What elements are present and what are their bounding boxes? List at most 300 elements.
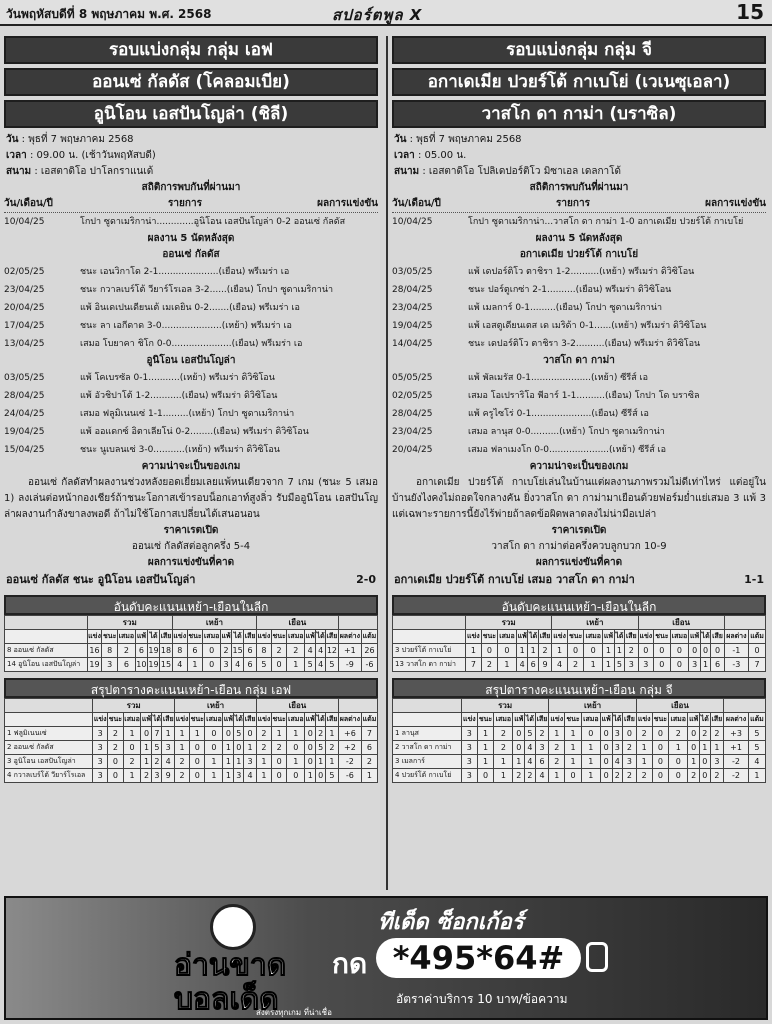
info-label: วัน bbox=[6, 134, 19, 145]
form-row bbox=[392, 405, 766, 423]
stat-cell: 2 bbox=[567, 658, 583, 672]
stat-cell: 0 bbox=[654, 658, 670, 672]
ad-tagline: ส่งตรงทุกเกม ที่น่าเชื่อ bbox=[256, 1008, 332, 1017]
stat-cell: 1 bbox=[636, 755, 652, 769]
match-result: เสมอ ลานุส 0-0..........(เหย้า) โกปา ซูดาเมริกาน่า bbox=[468, 427, 665, 437]
form-row bbox=[4, 335, 378, 353]
match-result: ชนะ ลา เอกีดาด 3-0.....................(เหย้า) พรีเมร่า เอ bbox=[80, 321, 292, 331]
stat-cell: 3 bbox=[234, 769, 244, 783]
table-col-header: เสมอ bbox=[205, 713, 223, 727]
stat-cell: 2 bbox=[623, 741, 637, 755]
table-group-blank bbox=[338, 699, 377, 713]
table-corner-2 bbox=[5, 713, 93, 727]
stat-cell: 0 bbox=[700, 769, 711, 783]
form-row bbox=[392, 281, 766, 299]
analysis-title: ความน่าจะเป็นของเกม bbox=[141, 461, 241, 472]
table-col-header: ได้ bbox=[234, 713, 244, 727]
form-team-name: ออนเซ่ กัลดัส bbox=[162, 249, 220, 260]
stat-cell: 4 bbox=[305, 644, 316, 658]
stat-cell: 1 bbox=[494, 755, 513, 769]
table-corner bbox=[5, 699, 93, 713]
stat-cell: 2 bbox=[141, 769, 152, 783]
stat-cell: 2 bbox=[700, 727, 711, 741]
info-label: สนาม bbox=[6, 166, 32, 177]
stat-cell: 1 bbox=[141, 755, 152, 769]
table-col-header: เสมอ bbox=[670, 630, 689, 644]
stat-cell: -2 bbox=[724, 755, 749, 769]
stat-cell: 0 bbox=[652, 769, 669, 783]
stat-cell: 2 bbox=[494, 727, 513, 741]
stat-cell: 0 bbox=[513, 727, 525, 741]
stat-cell: 2 bbox=[175, 769, 190, 783]
stat-cell: 0 bbox=[108, 755, 124, 769]
table-col-header: ได้ bbox=[525, 713, 536, 727]
match-info-date: วัน : พุธที่ 7 พฤษภาคม 2568 bbox=[394, 134, 522, 145]
match-info-time: เวลา : 05.00 น. bbox=[394, 150, 467, 161]
table-col-header: แพ้ bbox=[516, 630, 528, 644]
match-result: แพ้ เอสตูเดียนเตส เด เมริด้า 0-1......(เหย้า) พรีเมร่า ดิวิซิโอน bbox=[468, 321, 707, 331]
stat-cell: 0 bbox=[700, 644, 710, 658]
stat-cell: 5 bbox=[326, 769, 339, 783]
stat-cell: 0 bbox=[108, 769, 124, 783]
table-col-header: เสมอ bbox=[584, 630, 603, 644]
stat-cell: 1 bbox=[614, 644, 624, 658]
stat-cell: 0 bbox=[581, 727, 600, 741]
stat-cell: -3 bbox=[724, 658, 748, 672]
table-row bbox=[5, 755, 378, 769]
form-row bbox=[4, 281, 378, 299]
stat-cell: 0 bbox=[316, 769, 326, 783]
table-group-blank bbox=[724, 616, 765, 630]
team-name: 2 ออนเซ่ กัลดัส bbox=[5, 741, 93, 755]
table-group-header: เยือน bbox=[256, 699, 338, 713]
stat-cell: 0 bbox=[670, 644, 689, 658]
table-col-header: ได้ bbox=[316, 713, 326, 727]
stat-cell: -6 bbox=[361, 658, 377, 672]
stat-cell: 1 bbox=[549, 727, 565, 741]
form-row bbox=[4, 263, 378, 281]
stat-cell: 3 bbox=[461, 741, 477, 755]
stat-cell: 2 bbox=[221, 644, 232, 658]
table-row bbox=[393, 741, 766, 755]
match-result: ชนะ เดปอร์ติโว ตาชิรา 3-2..........(เยือน) พรีเมร่า ดิวิซิโอน bbox=[468, 339, 701, 349]
stat-cell: 4 bbox=[316, 658, 326, 672]
team-name: 8 ออนเซ่ กัลดัส bbox=[5, 644, 88, 658]
stat-cell: 1 bbox=[748, 769, 765, 783]
team-name: 4 ปวยร์โต้ กาเบโย่ bbox=[393, 769, 462, 783]
table-col-header: ผลต่าง bbox=[724, 713, 749, 727]
stat-cell: +3 bbox=[724, 727, 749, 741]
match-date: 03/05/25 bbox=[392, 267, 433, 277]
table-col-header: ชนะ bbox=[654, 630, 670, 644]
table-row bbox=[393, 644, 766, 658]
stat-cell: 0 bbox=[189, 755, 205, 769]
stat-cell: -2 bbox=[338, 755, 361, 769]
stat-cell: 2 bbox=[549, 741, 565, 755]
match-date: 17/04/25 bbox=[4, 321, 45, 331]
stat-cell: 0 bbox=[271, 755, 287, 769]
stat-cell: 3 bbox=[102, 658, 118, 672]
stat-cell: 4 bbox=[172, 658, 187, 672]
match-result: ชนะ นูเบลนเซ่ 3-0...........(เหย้า) พรีเมร่า ดิวิซิโอน bbox=[80, 445, 280, 455]
stat-cell: 1 bbox=[477, 727, 494, 741]
match-info-date: วัน : พุธที่ 7 พฤษภาคม 2568 bbox=[6, 134, 134, 145]
stat-cell: 1 bbox=[552, 644, 568, 658]
stat-cell: 2 bbox=[688, 769, 700, 783]
table-col-header: แข่ง bbox=[87, 630, 102, 644]
issue-date: วันพฤหัสบดีที่ 8 พฤษภาคม พ.ศ. 2568 bbox=[6, 7, 212, 21]
stat-cell: 3 bbox=[710, 755, 724, 769]
table-col-header: แข่ง bbox=[549, 713, 565, 727]
stat-cell: 0 bbox=[749, 644, 766, 658]
table-col-header: แข่ง bbox=[256, 713, 271, 727]
table-col-header: แพ้ bbox=[141, 713, 152, 727]
table-col-header: ได้ bbox=[152, 713, 162, 727]
match-result: เสมอ ฟลาเมงโก 0-0.....................(เหย้า) ซีรีส์ เอ bbox=[468, 445, 667, 455]
team-name: 2 วาสโก ดา กาม่า bbox=[393, 741, 462, 755]
table-corner-2 bbox=[5, 630, 88, 644]
group-table-title: สรุปตารางคะแนนเหย้า-เยือน กลุ่ม เอฟ bbox=[4, 678, 378, 698]
table-col-header: เสมอ bbox=[203, 630, 221, 644]
odds-text: ออนเซ่ กัลดัสต่อลูกครึ่ง 5-4 bbox=[131, 541, 251, 552]
stat-cell: 5 bbox=[525, 727, 536, 741]
match-result: แพ้ ครูไซโร่ 0-1.....................(เยือน) ซีรีส์ เอ bbox=[468, 409, 649, 419]
info-value: เอสตาดิโอ โปลิเดปอร์ติโว มิซาเอล เดลกาโด้ bbox=[428, 166, 622, 177]
h2h-header bbox=[392, 196, 766, 213]
form-row bbox=[392, 423, 766, 441]
stat-cell: 0 bbox=[652, 755, 669, 769]
stat-cell: 1 bbox=[316, 755, 326, 769]
table-col-header: เสมอ bbox=[117, 630, 135, 644]
table-col-header: เสีย bbox=[160, 630, 173, 644]
stat-cell: 7 bbox=[749, 658, 766, 672]
stat-cell: 1 bbox=[603, 644, 615, 658]
stat-cell: 1 bbox=[223, 769, 234, 783]
info-label: สนาม bbox=[394, 166, 420, 177]
stat-cell: 2 bbox=[152, 755, 162, 769]
h2h-col-header: ผลการแข่งขัน bbox=[317, 198, 378, 209]
h2h-col-header: รายการ bbox=[556, 198, 590, 209]
stat-cell: 2 bbox=[625, 644, 638, 658]
match-date: 03/05/25 bbox=[4, 373, 45, 383]
stat-cell: 2 bbox=[623, 769, 637, 783]
stat-cell: 0 bbox=[600, 741, 612, 755]
table-col-header: ชนะ bbox=[189, 713, 205, 727]
table-col-header: เสีย bbox=[623, 713, 637, 727]
match-result: ชนะ ปอร์ตูเกซ่า 2-1..........(เยือน) พรีเมร่า ดิวิซิโอน bbox=[468, 285, 672, 295]
stat-cell: 0 bbox=[287, 769, 305, 783]
table-col-header: ชนะ bbox=[565, 713, 582, 727]
stat-cell: 0 bbox=[189, 741, 205, 755]
match-result: ชนะ เอนวิกาโด 2-1.....................(เยือน) พรีเมร่า เอ bbox=[80, 267, 290, 277]
team-name: 1 ลานุส bbox=[393, 727, 462, 741]
info-value: พุธที่ 7 พฤษภาคม 2568 bbox=[416, 134, 522, 145]
table-row bbox=[5, 741, 378, 755]
form-row bbox=[4, 317, 378, 335]
stat-cell: 1 bbox=[234, 755, 244, 769]
table-col-header: แพ้ bbox=[305, 630, 316, 644]
stat-cell: 26 bbox=[361, 644, 377, 658]
stat-cell: 1 bbox=[669, 741, 688, 755]
stat-cell: 4 bbox=[516, 658, 528, 672]
stat-cell: 5 bbox=[234, 727, 244, 741]
stat-cell: 9 bbox=[538, 658, 551, 672]
stat-cell: 1 bbox=[581, 769, 600, 783]
stat-cell: 0 bbox=[287, 741, 305, 755]
stat-cell: 3 bbox=[638, 658, 654, 672]
stat-cell: 1 bbox=[565, 755, 582, 769]
stat-cell: 1 bbox=[700, 741, 711, 755]
match-result: แพ้ อินเดเปนเดียนเต้ เมเดยิน 0-2.......(เยือน) พรีเมร่า เอ bbox=[80, 303, 300, 313]
stat-cell: 19 bbox=[147, 658, 159, 672]
stat-cell: 1 bbox=[603, 658, 615, 672]
stat-cell: 4 bbox=[244, 769, 257, 783]
match-date: 13/04/25 bbox=[4, 339, 45, 349]
match-result: เสมอ โอเปราริโอ พีอาร์ 1-1..........(เยือน) โกปา โด บราซิล bbox=[468, 391, 700, 401]
page-number: 15 bbox=[736, 0, 764, 24]
match-date: 20/04/25 bbox=[4, 303, 45, 313]
match-result: โกปา ซูดาเมริกาน่า.............อูนิโอน เอสปันโญล่า 0-2 ออนเซ่ กัลดัส bbox=[80, 217, 346, 227]
table-col-header: แพ้ bbox=[223, 713, 234, 727]
stat-cell: 0 bbox=[305, 755, 316, 769]
table-col-header: แพ้ bbox=[305, 713, 316, 727]
page-header bbox=[0, 0, 772, 26]
form-row bbox=[392, 387, 766, 405]
table-col-header: เสมอ bbox=[498, 630, 517, 644]
table-group-header: รวม bbox=[466, 616, 552, 630]
prediction bbox=[4, 571, 378, 589]
prediction bbox=[392, 571, 766, 589]
stat-cell: 1 bbox=[287, 658, 305, 672]
stat-cell: 6 bbox=[535, 755, 549, 769]
stat-cell: 1 bbox=[205, 769, 223, 783]
stat-cell: 12 bbox=[326, 644, 339, 658]
ad-dial-code[interactable]: *495*64# bbox=[376, 938, 581, 978]
stat-cell: 1 bbox=[581, 741, 600, 755]
stat-cell: 0 bbox=[305, 741, 316, 755]
match-date: 02/05/25 bbox=[392, 391, 433, 401]
stat-cell: 1 bbox=[162, 727, 175, 741]
stat-cell: +2 bbox=[338, 741, 361, 755]
stat-cell: 1 bbox=[271, 727, 287, 741]
stat-cell: 3 bbox=[535, 741, 549, 755]
stat-cell: 1 bbox=[513, 755, 525, 769]
stat-cell: 3 bbox=[612, 741, 623, 755]
stat-cell: 1 bbox=[700, 658, 710, 672]
stat-cell: 3 bbox=[244, 755, 257, 769]
form-title: ผลงาน 5 นัดหลังสุด bbox=[147, 233, 235, 244]
table-group-blank bbox=[338, 616, 377, 630]
form-row bbox=[392, 369, 766, 387]
h2h-header bbox=[4, 196, 378, 213]
stat-cell: 2 bbox=[612, 769, 623, 783]
stat-cell: 2 bbox=[123, 755, 141, 769]
stat-cell: 1 bbox=[516, 644, 528, 658]
stat-cell: 4 bbox=[748, 755, 765, 769]
table-col-header: ผลต่าง bbox=[724, 630, 748, 644]
table-col-header: แต้ม bbox=[749, 630, 766, 644]
stat-cell: 2 bbox=[117, 644, 135, 658]
stat-cell: 0 bbox=[584, 644, 603, 658]
h2h-col-header: ผลการแข่งขัน bbox=[705, 198, 766, 209]
match-result: แพ้ อัวชิปาโต้ 1-2...........(เยือน) พรีเมร่า ดิวิซิโอน bbox=[80, 391, 278, 401]
stat-cell: 0 bbox=[600, 755, 612, 769]
stat-cell: -6 bbox=[338, 769, 361, 783]
stat-cell: 2 bbox=[108, 741, 124, 755]
form-row bbox=[392, 441, 766, 459]
stat-cell: 2 bbox=[636, 727, 652, 741]
home-team-title: อกาเดเมีย ปวยร์โต้ กาเบโย่ (เวเนซุเอลา) bbox=[392, 68, 766, 96]
stat-cell: 0 bbox=[189, 769, 205, 783]
table-group-header: เยือน bbox=[638, 616, 724, 630]
table-corner bbox=[5, 616, 88, 630]
table-col-header: แข่ง bbox=[552, 630, 568, 644]
match-date: 23/04/25 bbox=[392, 303, 433, 313]
table-col-header: ได้ bbox=[612, 713, 623, 727]
stat-cell: 3 bbox=[93, 769, 108, 783]
table-col-header: แต้ม bbox=[361, 630, 377, 644]
stat-cell: 3 bbox=[93, 727, 108, 741]
table-col-header: ได้ bbox=[700, 713, 711, 727]
form-row bbox=[392, 317, 766, 335]
table-row bbox=[393, 727, 766, 741]
stat-cell: 2 bbox=[271, 644, 287, 658]
table-col-header: แพ้ bbox=[688, 713, 700, 727]
stat-cell: 2 bbox=[287, 644, 305, 658]
table-col-header: ได้ bbox=[528, 630, 538, 644]
stat-cell: 1 bbox=[581, 755, 600, 769]
stat-cell: 3 bbox=[221, 658, 232, 672]
stat-cell: +1 bbox=[724, 741, 749, 755]
stat-cell: 0 bbox=[123, 741, 141, 755]
stat-cell: 1 bbox=[256, 769, 271, 783]
info-value: เอสตาดิโอ ปาโลกราแนเด้ bbox=[40, 166, 154, 177]
match-date: 23/04/25 bbox=[4, 285, 45, 295]
stat-cell: 2 bbox=[710, 727, 724, 741]
stat-cell: 4 bbox=[525, 755, 536, 769]
stat-cell: 1 bbox=[256, 755, 271, 769]
form-row bbox=[392, 299, 766, 317]
team-name: 3 อูนิโอน เอสปันโญล่า bbox=[5, 755, 93, 769]
table-group-header: เหย้า bbox=[172, 616, 256, 630]
table-row bbox=[5, 769, 378, 783]
table-col-header: ชนะ bbox=[567, 630, 583, 644]
prediction-text: ออนเซ่ กัลดัส ชนะ อูนิโอน เอสปันโญล่า bbox=[6, 573, 196, 586]
info-label: เวลา bbox=[6, 150, 27, 161]
table-col-header: ชนะ bbox=[481, 630, 497, 644]
stat-cell: 3 bbox=[461, 727, 477, 741]
analysis-text: อกาเดเมีย ปวยร์โต้ กาเบโย่เล่นในบ้านแต่ผลงานภาพรวมไม่ดีเท่าไหร่ แต่อยู่ในบ้านยังไงคงไม่ถอดใจกลางคัน ยิ่งวาสโก ดา กาม่ามาเยือนด้วยฟอร์มย่ำแย่เสมอ 3 แพ้ 3 แต่เฉพาะรายการนี้ยังไร้พ่ายถ้าลดข้อผิดพลาดลงไม่น่ามือเปล่า bbox=[392, 477, 766, 520]
stat-cell: 1 bbox=[549, 769, 565, 783]
stat-cell: 2 bbox=[271, 741, 287, 755]
info-value: 09.00 น. (เช้าวันพฤหัสบดี) bbox=[36, 150, 156, 161]
table-col-header: ได้ bbox=[700, 630, 710, 644]
form-team-name: วาสโก ดา กาม่า bbox=[543, 355, 615, 366]
stat-cell: 1 bbox=[477, 755, 494, 769]
table-row bbox=[5, 658, 378, 672]
stat-cell: 3 bbox=[93, 755, 108, 769]
table-col-header: เสีย bbox=[625, 630, 638, 644]
stat-cell: 0 bbox=[669, 769, 688, 783]
stat-cell: 3 bbox=[623, 755, 637, 769]
stat-cell: 0 bbox=[141, 727, 152, 741]
stat-cell: 1 bbox=[244, 741, 257, 755]
stat-cell: 1 bbox=[636, 741, 652, 755]
form-team-name: อกาเดเมีย ปวยร์โต้ กาเบโย่ bbox=[519, 249, 639, 260]
prediction-score: 1-1 bbox=[744, 573, 764, 586]
table-group-header: เหย้า bbox=[549, 699, 636, 713]
table-col-header: แข่ง bbox=[466, 630, 482, 644]
form-row bbox=[4, 299, 378, 317]
table-corner bbox=[393, 616, 466, 630]
table-col-header: แพ้ bbox=[513, 713, 525, 727]
stat-cell: 3 bbox=[461, 755, 477, 769]
table-col-header: ชนะ bbox=[271, 713, 287, 727]
match-date: 19/04/25 bbox=[392, 321, 433, 331]
stat-cell: 2 bbox=[175, 755, 190, 769]
stat-cell: 1 bbox=[688, 755, 700, 769]
stat-cell: 0 bbox=[567, 644, 583, 658]
table-row bbox=[5, 727, 378, 741]
stat-cell: 1 bbox=[710, 741, 724, 755]
stat-cell: 1 bbox=[565, 727, 582, 741]
stat-cell: 7 bbox=[466, 658, 482, 672]
table-corner-2 bbox=[393, 630, 466, 644]
stat-cell: 19 bbox=[147, 644, 159, 658]
advert-banner[interactable] bbox=[4, 896, 768, 1020]
match-result: แพ้ เดปอร์ติโว ตาชิรา 1-2..........(เหย้า) พรีเมร่า ดิวิซิโอน bbox=[468, 267, 695, 277]
match-date: 20/04/25 bbox=[392, 445, 433, 455]
away-team-title: วาสโก ดา กาม่า (บราซิล) bbox=[392, 100, 766, 128]
stat-cell: 1 bbox=[584, 658, 603, 672]
table-col-header: เสมอ bbox=[287, 713, 305, 727]
stat-cell: 1 bbox=[326, 755, 339, 769]
ad-brand: ทีเด็ด ซ็อกเก้อร์ bbox=[378, 910, 524, 935]
match-info-venue: สนาม : เอสตาดิโอ ปาโลกราแนเด้ bbox=[6, 166, 154, 177]
stat-cell: 0 bbox=[688, 727, 700, 741]
match-date: 14/04/25 bbox=[392, 339, 433, 349]
prediction-text: อกาเดเมีย ปวยร์โต้ กาเบโย่ เสมอ วาสโก ดา กาม่า bbox=[394, 573, 635, 586]
match-date: 10/04/25 bbox=[392, 217, 433, 227]
analysis-title: ความน่าจะเป็นของเกม bbox=[529, 461, 629, 472]
match-column-left bbox=[4, 36, 378, 890]
rank-table bbox=[4, 615, 378, 672]
table-col-header: ได้ bbox=[614, 630, 624, 644]
stat-cell: 0 bbox=[652, 727, 669, 741]
stat-cell: 1 bbox=[494, 769, 513, 783]
stat-cell: 0 bbox=[271, 769, 287, 783]
match-date: 24/04/25 bbox=[4, 409, 45, 419]
table-row bbox=[5, 644, 378, 658]
stat-cell: 15 bbox=[160, 658, 173, 672]
stat-cell: 0 bbox=[623, 727, 637, 741]
table-group-header: เยือน bbox=[636, 699, 723, 713]
ad-rate: อัตราค่าบริการ 10 บาท/ข้อความ bbox=[396, 992, 568, 1006]
h2h-row bbox=[4, 213, 378, 231]
stat-cell: 5 bbox=[326, 658, 339, 672]
table-col-header: เสีย bbox=[326, 713, 339, 727]
table-col-header: เสีย bbox=[710, 713, 724, 727]
stat-cell: 1 bbox=[189, 727, 205, 741]
match-date: 28/04/25 bbox=[4, 391, 45, 401]
stat-cell: 2 bbox=[549, 755, 565, 769]
odds-title: ราคาเรตเปิด bbox=[551, 525, 607, 536]
stat-cell: 0 bbox=[203, 658, 221, 672]
stat-cell: 1 bbox=[123, 769, 141, 783]
info-label: เวลา bbox=[394, 150, 415, 161]
form-row bbox=[4, 441, 378, 459]
info-label: วัน bbox=[394, 134, 407, 145]
